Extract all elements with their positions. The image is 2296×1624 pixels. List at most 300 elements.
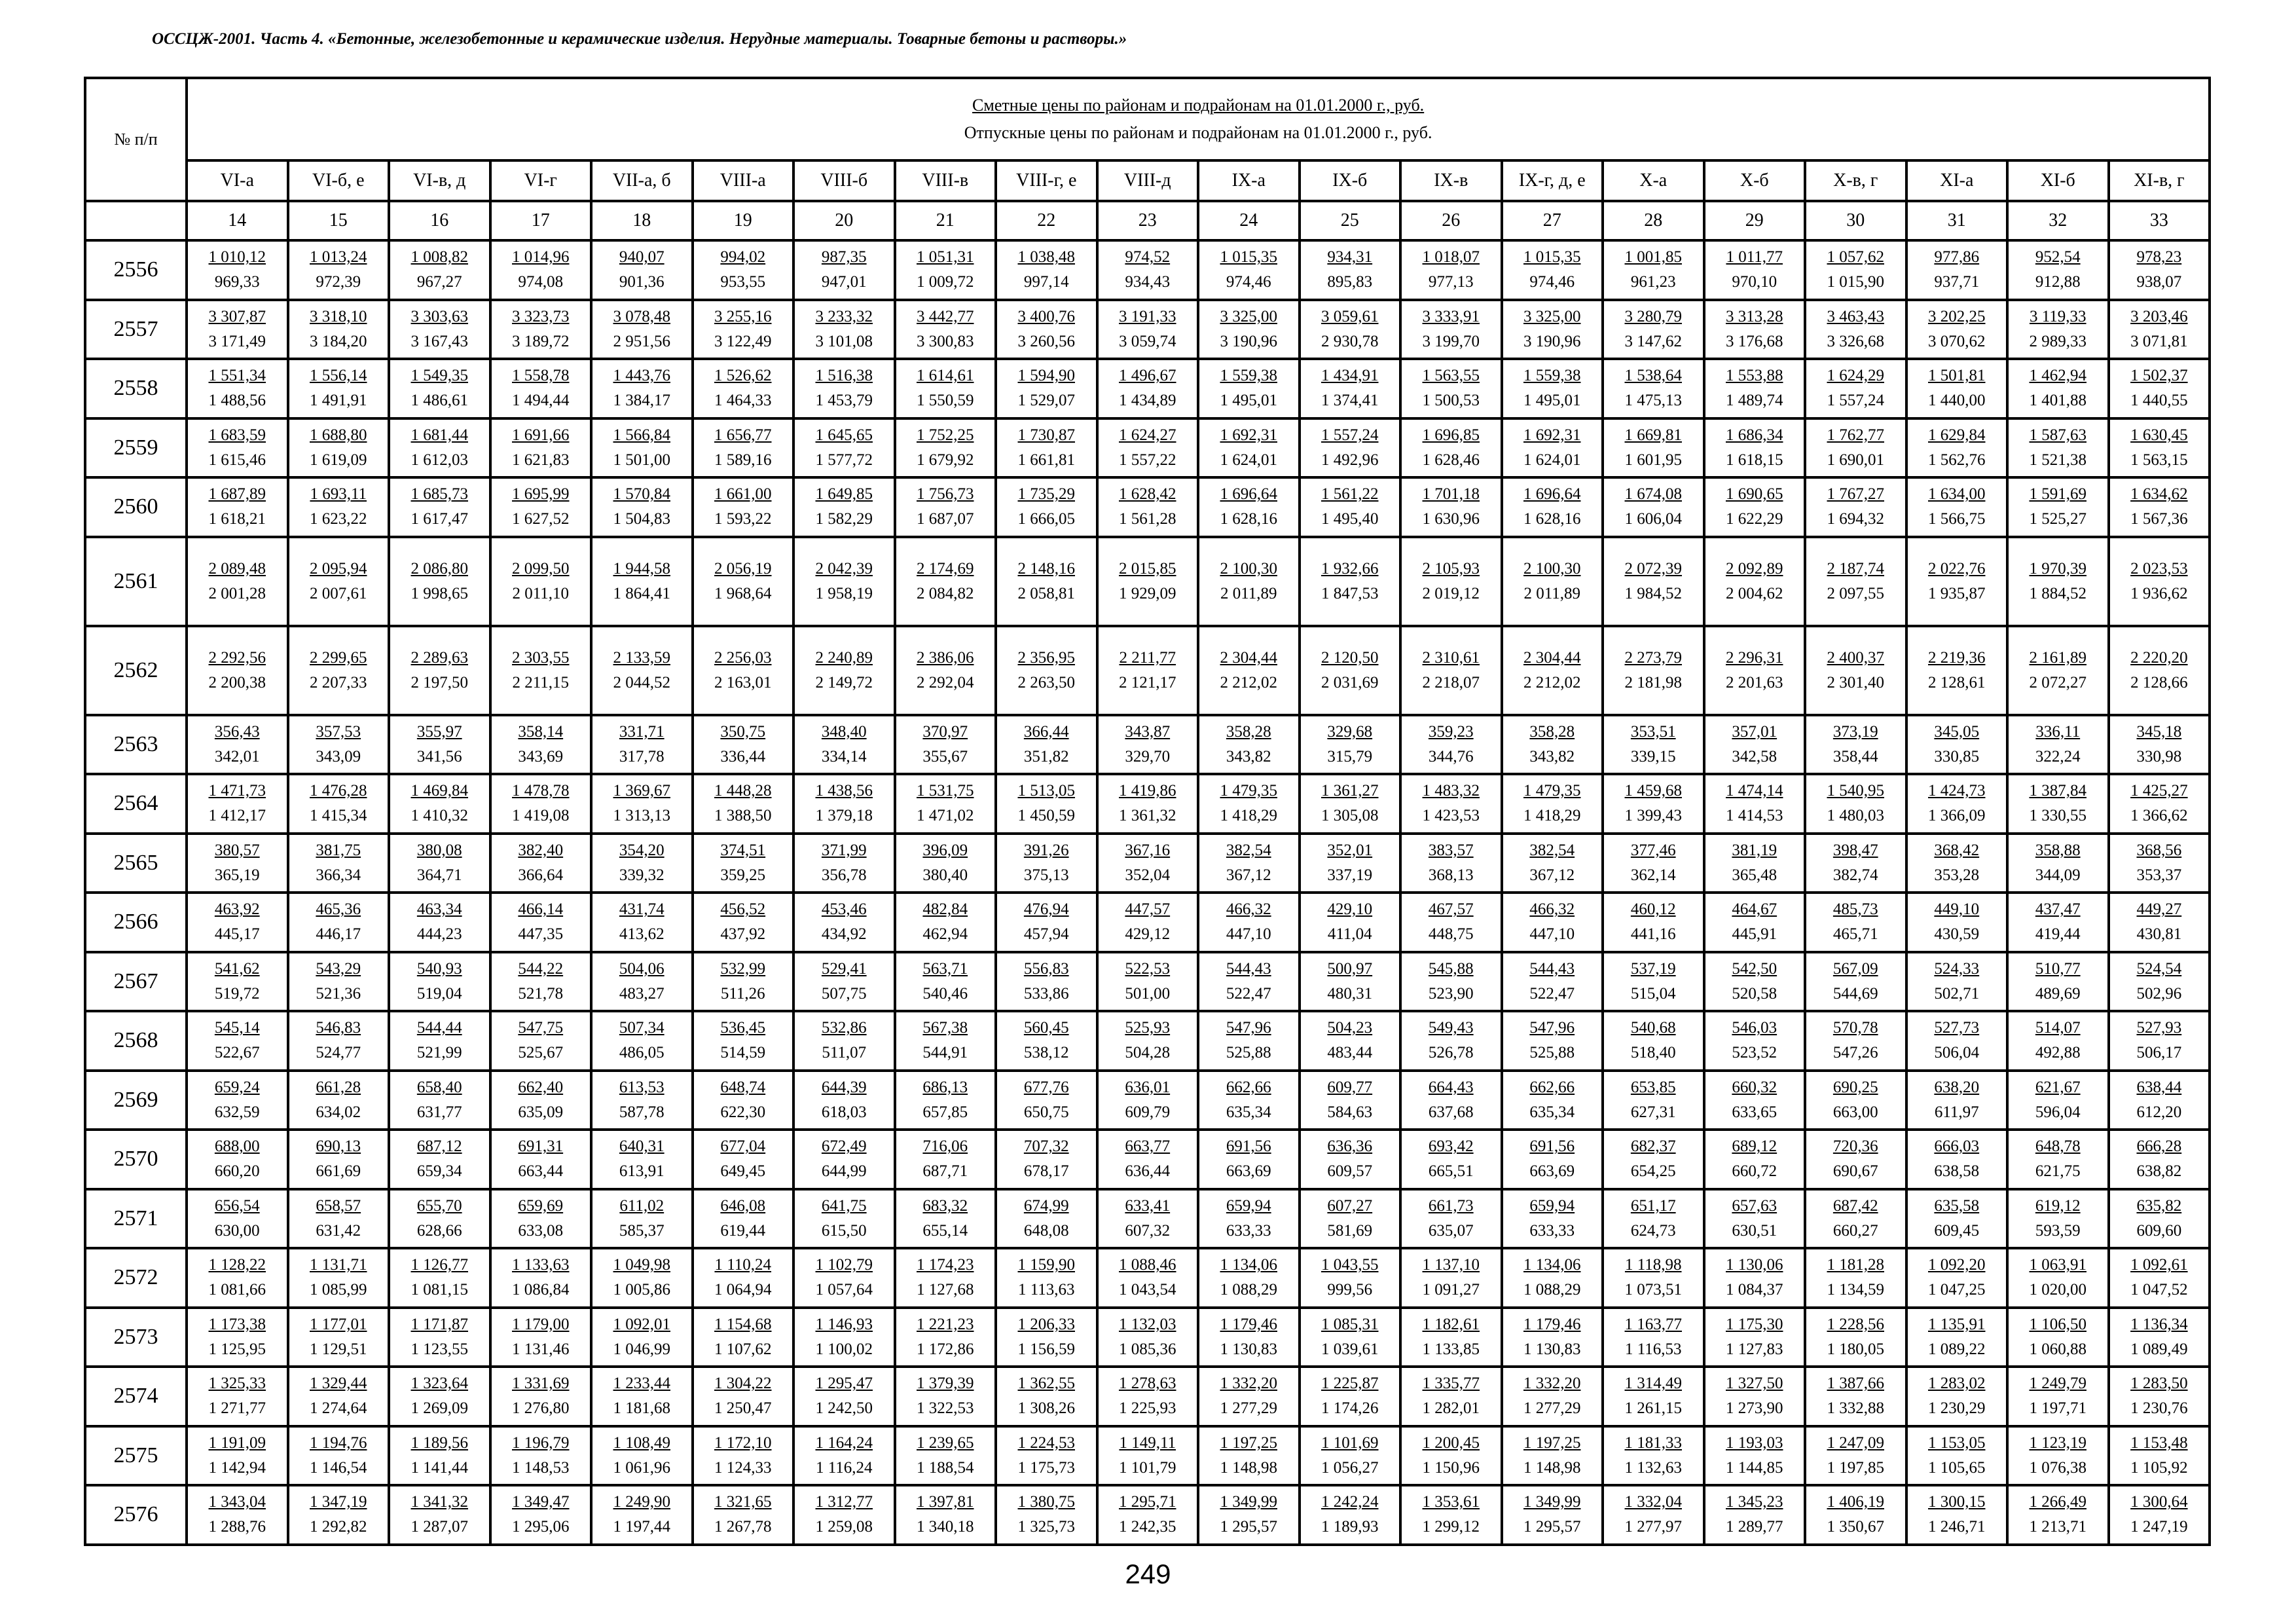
release-price: 1 612,03 (410, 451, 468, 469)
estimate-price: 1 133,63 (512, 1256, 570, 1274)
release-price: 633,33 (1226, 1221, 1271, 1240)
price-cell (591, 1071, 693, 1130)
estimate-price: 3 233,32 (815, 307, 873, 325)
release-price: 522,47 (1529, 984, 1575, 1003)
region-header-row (85, 160, 2210, 201)
estimate-price: 1 483,32 (1422, 782, 1480, 800)
release-price: 633,65 (1732, 1103, 1777, 1121)
release-price: 678,17 (1023, 1162, 1069, 1181)
estimate-price: 1 181,33 (1624, 1433, 1682, 1452)
price-cell (490, 240, 592, 300)
release-price: 1 242,50 (815, 1399, 873, 1418)
price-cell (1704, 1248, 1806, 1308)
estimate-price: 3 307,87 (208, 307, 266, 325)
table-row (85, 1071, 2210, 1130)
estimate-price: 504,23 (1327, 1019, 1373, 1037)
release-price: 489,69 (2035, 984, 2081, 1003)
column-number: 23 (1097, 201, 1199, 240)
estimate-price: 2 072,39 (1624, 559, 1682, 578)
price-cell (1400, 834, 1502, 893)
release-price: 1 277,97 (1624, 1518, 1682, 1536)
release-price: 1 156,59 (1017, 1340, 1075, 1358)
release-price: 344,76 (1428, 747, 1474, 766)
price-cell (1906, 715, 2008, 775)
release-price: 1 864,41 (613, 584, 670, 602)
estimate-price: 987,35 (821, 248, 867, 267)
price-cell (389, 1308, 490, 1367)
release-price: 3 184,20 (310, 332, 367, 350)
release-price: 524,77 (316, 1044, 361, 1062)
column-number: 24 (1198, 201, 1300, 240)
estimate-price: 1 182,61 (1422, 1315, 1480, 1333)
release-price: 2 930,78 (1321, 332, 1379, 350)
price-cell (591, 893, 693, 952)
price-cell (1502, 418, 1603, 478)
estimate-price: 1 092,01 (613, 1315, 670, 1333)
release-price: 1 494,44 (512, 392, 570, 410)
estimate-price: 437,47 (2035, 900, 2081, 919)
release-price: 353,37 (2136, 866, 2182, 884)
estimate-price: 431,74 (619, 900, 665, 919)
price-cell (1400, 893, 1502, 952)
release-price: 1 984,52 (1624, 584, 1682, 602)
price-cell (1603, 893, 1704, 952)
estimate-price: 358,28 (1226, 722, 1271, 741)
release-price: 1 563,15 (2130, 451, 2188, 469)
estimate-price: 377,46 (1630, 841, 1676, 859)
release-price: 663,69 (1226, 1162, 1271, 1181)
estimate-price: 350,75 (720, 722, 766, 741)
price-cell (895, 300, 996, 360)
estimate-price: 2 089,48 (208, 559, 266, 578)
estimate-price: 2 299,65 (310, 648, 367, 667)
release-price: 1 593,22 (714, 510, 772, 528)
estimate-price: 978,23 (2136, 248, 2182, 267)
price-cell (895, 774, 996, 834)
price-cell (2007, 1308, 2109, 1367)
price-cell (1198, 952, 1300, 1012)
release-price: 1 412,17 (208, 807, 266, 825)
estimate-price: 547,75 (518, 1019, 564, 1037)
estimate-price: 687,42 (1832, 1196, 1878, 1215)
release-price: 895,83 (1327, 273, 1373, 291)
estimate-price: 3 325,00 (1523, 307, 1581, 325)
estimate-price: 1 146,93 (815, 1315, 873, 1333)
table-row (85, 477, 2210, 537)
estimate-price: 1 538,64 (1624, 367, 1682, 385)
price-cell (1300, 418, 1401, 478)
price-cell (1400, 1426, 1502, 1486)
estimate-price: 2 273,79 (1624, 648, 1682, 667)
price-cell (793, 1308, 895, 1367)
table-row (85, 1011, 2210, 1071)
release-price: 341,56 (416, 747, 462, 766)
release-price: 1 225,93 (1119, 1399, 1176, 1418)
price-cell (1400, 537, 1502, 626)
release-price: 3 071,81 (2130, 332, 2188, 350)
price-cell (288, 537, 390, 626)
price-cell (1198, 300, 1300, 360)
price-cell (1400, 1367, 1502, 1426)
release-price: 1 968,64 (714, 584, 772, 602)
release-price: 1 288,76 (208, 1518, 266, 1536)
price-cell (288, 1485, 390, 1545)
release-price: 1 434,89 (1119, 392, 1176, 410)
price-cell (1704, 952, 1806, 1012)
price-cell (187, 834, 288, 893)
region-header: X-б (1704, 160, 1806, 201)
price-cell (2007, 715, 2109, 775)
estimate-price: 456,52 (720, 900, 766, 919)
price-cell (2109, 1011, 2210, 1071)
release-price: 997,14 (1023, 273, 1069, 291)
price-cell (1097, 1367, 1199, 1426)
estimate-price: 3 400,76 (1017, 307, 1075, 325)
release-price: 2 218,07 (1422, 673, 1480, 692)
estimate-price: 2 086,80 (410, 559, 468, 578)
release-price: 3 070,62 (1928, 332, 1986, 350)
price-cell (1502, 1011, 1603, 1071)
price-cell (996, 1485, 1097, 1545)
release-price: 1 562,76 (1928, 451, 1986, 469)
price-cell (1906, 893, 2008, 952)
price-cell (693, 1485, 794, 1545)
price-cell (1198, 1367, 1300, 1426)
price-cell (2007, 774, 2109, 834)
estimate-price: 570,78 (1832, 1019, 1878, 1037)
region-header: XI-а (1906, 160, 2008, 201)
release-price: 1 299,12 (1422, 1518, 1480, 1536)
estimate-price: 707,32 (1023, 1137, 1069, 1156)
estimate-price: 370,97 (922, 722, 968, 741)
release-price: 1 366,62 (2130, 807, 2188, 825)
estimate-price: 514,07 (2035, 1019, 2081, 1037)
release-price: 1 440,55 (2130, 392, 2188, 410)
price-cell (1603, 1426, 1704, 1486)
estimate-price: 2 296,31 (1726, 648, 1783, 667)
estimate-price: 358,14 (518, 722, 564, 741)
estimate-price: 690,13 (316, 1137, 361, 1156)
release-price: 447,10 (1529, 925, 1575, 944)
estimate-price: 635,58 (1934, 1196, 1980, 1215)
estimate-price: 940,07 (619, 248, 665, 267)
release-price: 359,25 (720, 866, 766, 884)
price-cell (996, 1071, 1097, 1130)
estimate-price: 373,19 (1832, 722, 1878, 741)
estimate-price: 449,10 (1934, 900, 1980, 919)
row-number: 2562 (85, 626, 187, 715)
release-price: 486,05 (619, 1044, 665, 1062)
price-cell (1704, 537, 1806, 626)
price-cell (1805, 1071, 1906, 1130)
estimate-price: 463,92 (214, 900, 260, 919)
region-header: XI-в, г (2109, 160, 2210, 201)
release-price: 581,69 (1327, 1221, 1373, 1240)
estimate-price: 357,01 (1732, 722, 1777, 741)
price-cell (187, 1426, 288, 1486)
price-cell (2109, 1071, 2210, 1130)
price-cell (1805, 774, 1906, 834)
price-cell (1603, 359, 1704, 418)
release-price: 3 171,49 (208, 332, 266, 350)
estimate-price: 2 133,59 (613, 648, 670, 667)
release-price: 1 130,83 (1523, 1340, 1581, 1358)
estimate-price: 537,19 (1630, 959, 1676, 978)
estimate-price: 1 206,33 (1017, 1315, 1075, 1333)
release-price: 1 125,95 (208, 1340, 266, 1358)
estimate-price: 1 314,49 (1624, 1375, 1682, 1393)
estimate-price: 1 970,39 (2029, 559, 2086, 578)
price-cell (1300, 893, 1401, 952)
estimate-price: 1 177,01 (310, 1315, 367, 1333)
release-price: 1 361,32 (1119, 807, 1176, 825)
release-price: 1 418,29 (1523, 807, 1581, 825)
release-price: 1 495,01 (1523, 392, 1581, 410)
release-price: 2 211,15 (512, 673, 570, 692)
column-number: 29 (1704, 201, 1806, 240)
price-cell (490, 537, 592, 626)
estimate-price: 1 300,64 (2130, 1493, 2188, 1511)
release-price: 644,99 (821, 1162, 867, 1181)
price-cell (693, 1130, 794, 1189)
price-cell (1502, 1367, 1603, 1426)
row-number: 2575 (85, 1426, 187, 1486)
price-cell (1400, 952, 1502, 1012)
release-price: 648,08 (1023, 1221, 1069, 1240)
price-cell (895, 1485, 996, 1545)
estimate-price: 1 200,45 (1422, 1433, 1480, 1452)
release-price: 2 128,61 (1928, 673, 1986, 692)
price-cell (187, 774, 288, 834)
estimate-price: 1 300,15 (1928, 1493, 1986, 1511)
estimate-price: 545,14 (214, 1019, 260, 1037)
price-cell (1805, 1011, 1906, 1071)
estimate-price: 2 100,30 (1220, 559, 1277, 578)
estimate-price: 1 434,91 (1321, 367, 1379, 385)
estimate-price: 1 335,77 (1422, 1375, 1480, 1393)
table-row (85, 300, 2210, 360)
price-cell (1300, 952, 1401, 1012)
release-price: 544,69 (1832, 984, 1878, 1003)
release-price: 1 189,93 (1321, 1518, 1379, 1536)
row-number: 2576 (85, 1485, 187, 1545)
estimate-price: 2 161,89 (2029, 648, 2086, 667)
price-cell (1300, 477, 1401, 537)
estimate-price: 621,67 (2035, 1078, 2081, 1096)
release-price: 2 201,63 (1726, 673, 1783, 692)
price-cell (288, 1130, 390, 1189)
estimate-price: 1 174,23 (917, 1256, 974, 1274)
price-cell (1502, 477, 1603, 537)
price-cell (1097, 1485, 1199, 1545)
price-cell (187, 893, 288, 952)
release-price: 522,67 (214, 1044, 260, 1062)
release-price: 1 687,07 (917, 510, 974, 528)
estimate-price: 3 318,10 (310, 307, 367, 325)
estimate-price: 345,05 (1934, 722, 1980, 741)
estimate-price: 1 118,98 (1624, 1256, 1682, 1274)
row-number: 2569 (85, 1071, 187, 1130)
estimate-price: 934,31 (1327, 248, 1373, 267)
release-price: 483,44 (1327, 1044, 1373, 1062)
estimate-price: 638,20 (1934, 1078, 1980, 1096)
price-cell (1300, 626, 1401, 715)
release-price: 1 287,07 (410, 1518, 468, 1536)
price-cell (2007, 626, 2109, 715)
release-price: 1 630,96 (1422, 510, 1480, 528)
release-price: 343,69 (518, 747, 564, 766)
estimate-price: 674,99 (1023, 1196, 1069, 1215)
price-cell (793, 240, 895, 300)
release-price: 1 615,46 (208, 451, 266, 469)
release-price: 1 289,77 (1726, 1518, 1783, 1536)
estimate-price: 664,43 (1428, 1078, 1474, 1096)
price-cell (1603, 1308, 1704, 1367)
price-cell (693, 418, 794, 478)
table-row (85, 952, 2210, 1012)
estimate-price: 1 516,38 (815, 367, 873, 385)
price-cell (1198, 834, 1300, 893)
price-cell (2109, 537, 2210, 626)
price-cell (490, 893, 592, 952)
price-cell (1198, 893, 1300, 952)
estimate-price: 3 191,33 (1119, 307, 1176, 325)
release-price: 657,85 (922, 1103, 968, 1121)
price-cell (1198, 1130, 1300, 1189)
estimate-price: 1 242,24 (1321, 1493, 1379, 1511)
estimate-price: 544,43 (1226, 959, 1271, 978)
estimate-price: 3 255,16 (714, 307, 772, 325)
release-price: 1 622,29 (1726, 510, 1783, 528)
estimate-price: 348,40 (821, 722, 867, 741)
estimate-price: 507,34 (619, 1019, 665, 1037)
table-row (85, 626, 2210, 715)
estimate-price: 1 448,28 (714, 782, 772, 800)
estimate-price: 1 332,04 (1624, 1493, 1682, 1511)
price-cell (895, 537, 996, 626)
price-cell (1502, 1130, 1603, 1189)
price-cell (1198, 774, 1300, 834)
release-price: 611,97 (1934, 1103, 1979, 1121)
estimate-price: 1 349,99 (1523, 1493, 1581, 1511)
release-price: 1 242,35 (1119, 1518, 1176, 1536)
release-price: 364,71 (416, 866, 462, 884)
release-price: 1 410,32 (410, 807, 468, 825)
price-cell (389, 834, 490, 893)
release-price: 630,51 (1732, 1221, 1777, 1240)
price-cell (288, 834, 390, 893)
price-cell (895, 477, 996, 537)
price-cell (1300, 240, 1401, 300)
price-cell (288, 774, 390, 834)
estimate-price: 661,28 (316, 1078, 361, 1096)
price-cell (693, 1011, 794, 1071)
release-price: 2 149,72 (815, 673, 873, 692)
release-price: 1 419,08 (512, 807, 570, 825)
release-price: 1 271,77 (208, 1399, 266, 1418)
estimate-price: 544,43 (1529, 959, 1575, 978)
price-cell (490, 626, 592, 715)
release-price: 912,88 (2035, 273, 2081, 291)
release-price: 1 180,05 (1827, 1340, 1884, 1358)
release-price: 351,82 (1023, 747, 1069, 766)
column-number: 22 (996, 201, 1097, 240)
price-cell (996, 834, 1097, 893)
price-cell (1805, 1189, 1906, 1249)
price-cell (1603, 1130, 1704, 1189)
release-price: 3 190,96 (1523, 332, 1581, 350)
estimate-price: 542,50 (1732, 959, 1777, 978)
estimate-price: 544,22 (518, 959, 564, 978)
release-price: 522,47 (1226, 984, 1271, 1003)
release-price: 1 305,08 (1321, 807, 1379, 825)
release-price: 3 300,83 (917, 332, 974, 350)
estimate-price: 2 042,39 (815, 559, 873, 578)
price-cell (693, 952, 794, 1012)
price-cell (1300, 715, 1401, 775)
release-price: 1 550,59 (917, 392, 974, 410)
price-cell (1300, 834, 1401, 893)
release-price: 362,14 (1630, 866, 1676, 884)
price-cell (2007, 1071, 2109, 1130)
estimate-price: 1 341,32 (410, 1493, 468, 1511)
release-price: 974,46 (1529, 273, 1575, 291)
price-cell (389, 893, 490, 952)
price-cell (1502, 1308, 1603, 1367)
release-price: 953,55 (720, 273, 766, 291)
estimate-price: 1 557,24 (1321, 426, 1379, 444)
release-price: 1 064,94 (714, 1281, 772, 1299)
release-price: 1 628,46 (1422, 451, 1480, 469)
price-cell (2109, 952, 2210, 1012)
estimate-price: 1 730,87 (1017, 426, 1075, 444)
release-price: 447,35 (518, 925, 564, 944)
release-price: 1 566,75 (1928, 510, 1986, 528)
price-cell (996, 952, 1097, 1012)
price-cell (1097, 626, 1199, 715)
column-number-blank (85, 201, 187, 240)
price-cell (1704, 893, 1806, 952)
release-price: 411,04 (1327, 925, 1372, 944)
estimate-price: 1 106,50 (2029, 1315, 2086, 1333)
estimate-price: 1 387,84 (2029, 782, 2086, 800)
estimate-price: 1 369,67 (613, 782, 670, 800)
price-cell (591, 1308, 693, 1367)
estimate-price: 677,76 (1023, 1078, 1069, 1096)
release-price: 1 464,33 (714, 392, 772, 410)
price-cell (1300, 300, 1401, 360)
table-row (85, 1248, 2210, 1308)
release-price: 1 085,36 (1119, 1340, 1176, 1358)
price-cell (1704, 1011, 1806, 1071)
estimate-price: 381,75 (316, 841, 361, 859)
release-price: 1 213,71 (2029, 1518, 2086, 1536)
row-number: 2571 (85, 1189, 187, 1249)
price-cell (1704, 1071, 1806, 1130)
price-cell (2109, 418, 2210, 478)
estimate-price: 656,54 (214, 1196, 260, 1215)
release-price: 1 150,96 (1422, 1458, 1480, 1477)
estimate-price: 1 194,76 (310, 1433, 367, 1452)
estimate-price: 1 131,71 (310, 1256, 367, 1274)
region-header: VIII-д (1097, 160, 1199, 201)
release-price: 1 043,54 (1119, 1281, 1176, 1299)
row-number: 2565 (85, 834, 187, 893)
estimate-price: 453,46 (821, 900, 867, 919)
price-cell (1906, 1130, 2008, 1189)
estimate-price: 1 239,65 (917, 1433, 974, 1452)
estimate-price: 529,41 (821, 959, 867, 978)
